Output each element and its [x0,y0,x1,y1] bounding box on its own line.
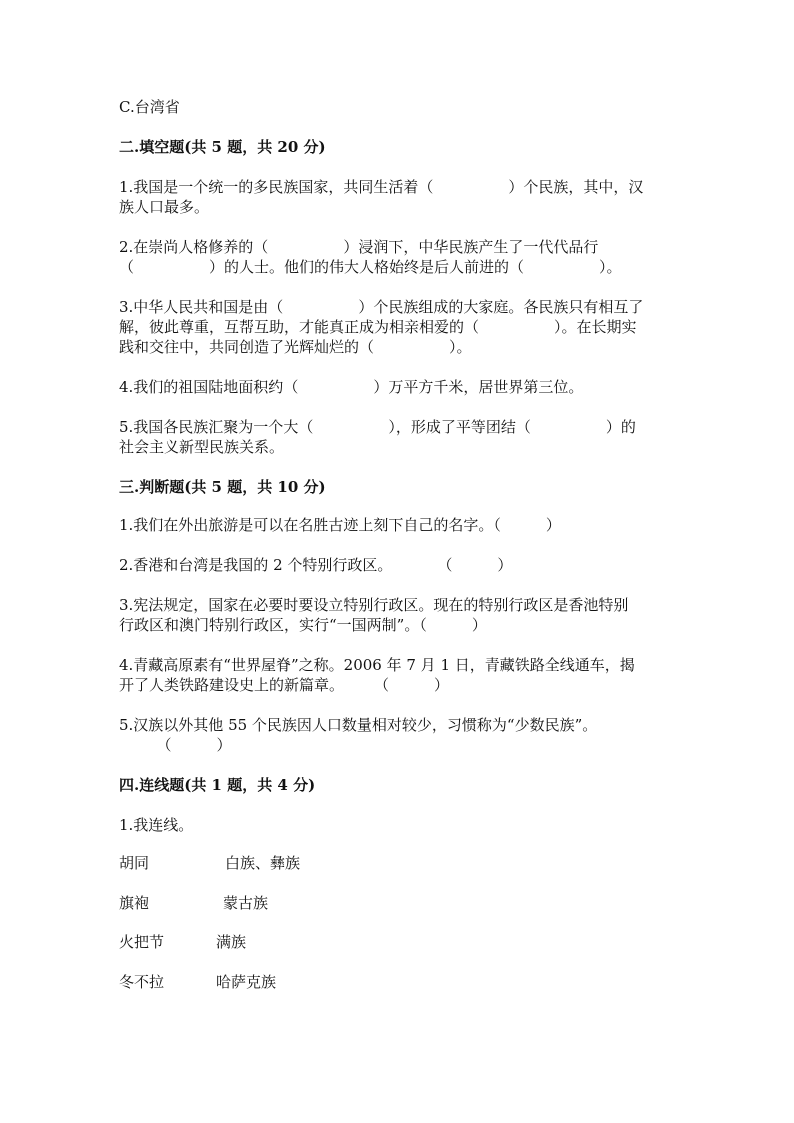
s3-q1-line1: 1.我们在外出旅游是可以在名胜古迹上刻下自己的名字。（ ） [119,516,561,534]
s3-q5-line1: 5.汉族以外其他 55 个民族因人口数量相对较少，习惯称为“少数民族”。 [119,716,598,734]
s2-q2-line1: 2.在崇尚人格修养的（ ）浸润下，中华民族产生了一代代品行 [119,238,599,256]
s3-q2-line1: 2.香港和台湾是我国的 2 个特别行政区。 （ ） [119,556,513,574]
section4-heading: 四.连线题(共 1 题，共 4 分) [119,776,316,794]
s2-q1-line2: 族人口最多。 [119,198,210,216]
s2-q3-line3: 践和交往中，共同创造了光辉灿烂的（ ）。 [119,338,472,356]
match-right-item: 哈萨克族 [216,973,277,991]
section3-heading: 三.判断题(共 5 题，共 10 分) [119,478,326,496]
match-right-item: 蒙古族 [223,894,269,912]
s3-q5-line2: （ ） [119,736,232,754]
option-c: C.台湾省 [119,98,180,116]
s3-q3-line2: 行政区和澳门特别行政区，实行“一国两制”。（ ） [119,616,487,634]
s2-q1-line1: 1.我国是一个统一的多民族国家，共同生活着（ ）个民族，其中，汉 [119,178,644,196]
match-left-item: 火把节 [119,933,165,951]
match-left-item: 胡同 [119,854,150,872]
s2-q2-line2: （ ）的人士。他们的伟大人格始终是后人前进的（ ）。 [119,258,622,276]
s2-q4-line1: 4.我们的祖国陆地面积约（ ）万平方千米，居世界第三位。 [119,378,584,396]
s2-q5-line1: 5.我国各民族汇聚为一个大（ ），形成了平等团结（ ）的 [119,418,636,436]
s2-q3-line1: 3.中华人民共和国是由（ ）个民族组成的大家庭。各民族只有相互了 [119,298,644,316]
s2-q3-line2: 解，彼此尊重，互帮互助，才能真正成为相亲相爱的（ ）。在长期实 [119,318,637,336]
s3-q3-line1: 3.宪法规定，国家在必要时要设立特别行政区。现在的特别行政区是香池特别 [119,596,629,614]
match-right-item: 满族 [216,933,247,951]
s4-q1: 1.我连线。 [119,816,194,834]
section2-heading: 二.填空题(共 5 题，共 20 分) [119,138,326,156]
match-left-item: 旗袍 [119,894,150,912]
match-left-item: 冬不拉 [119,973,165,991]
s2-q5-line2: 社会主义新型民族关系。 [119,438,285,456]
s3-q4-line1: 4.青藏高原素有“世界屋脊”之称。2006 年 7 月 1 日，青藏铁路全线通车，揭 [119,656,635,674]
match-right-item: 白族、彝族 [225,854,301,872]
s3-q4-line2: 开了人类铁路建设史上的新篇章。 （ ） [119,676,450,694]
